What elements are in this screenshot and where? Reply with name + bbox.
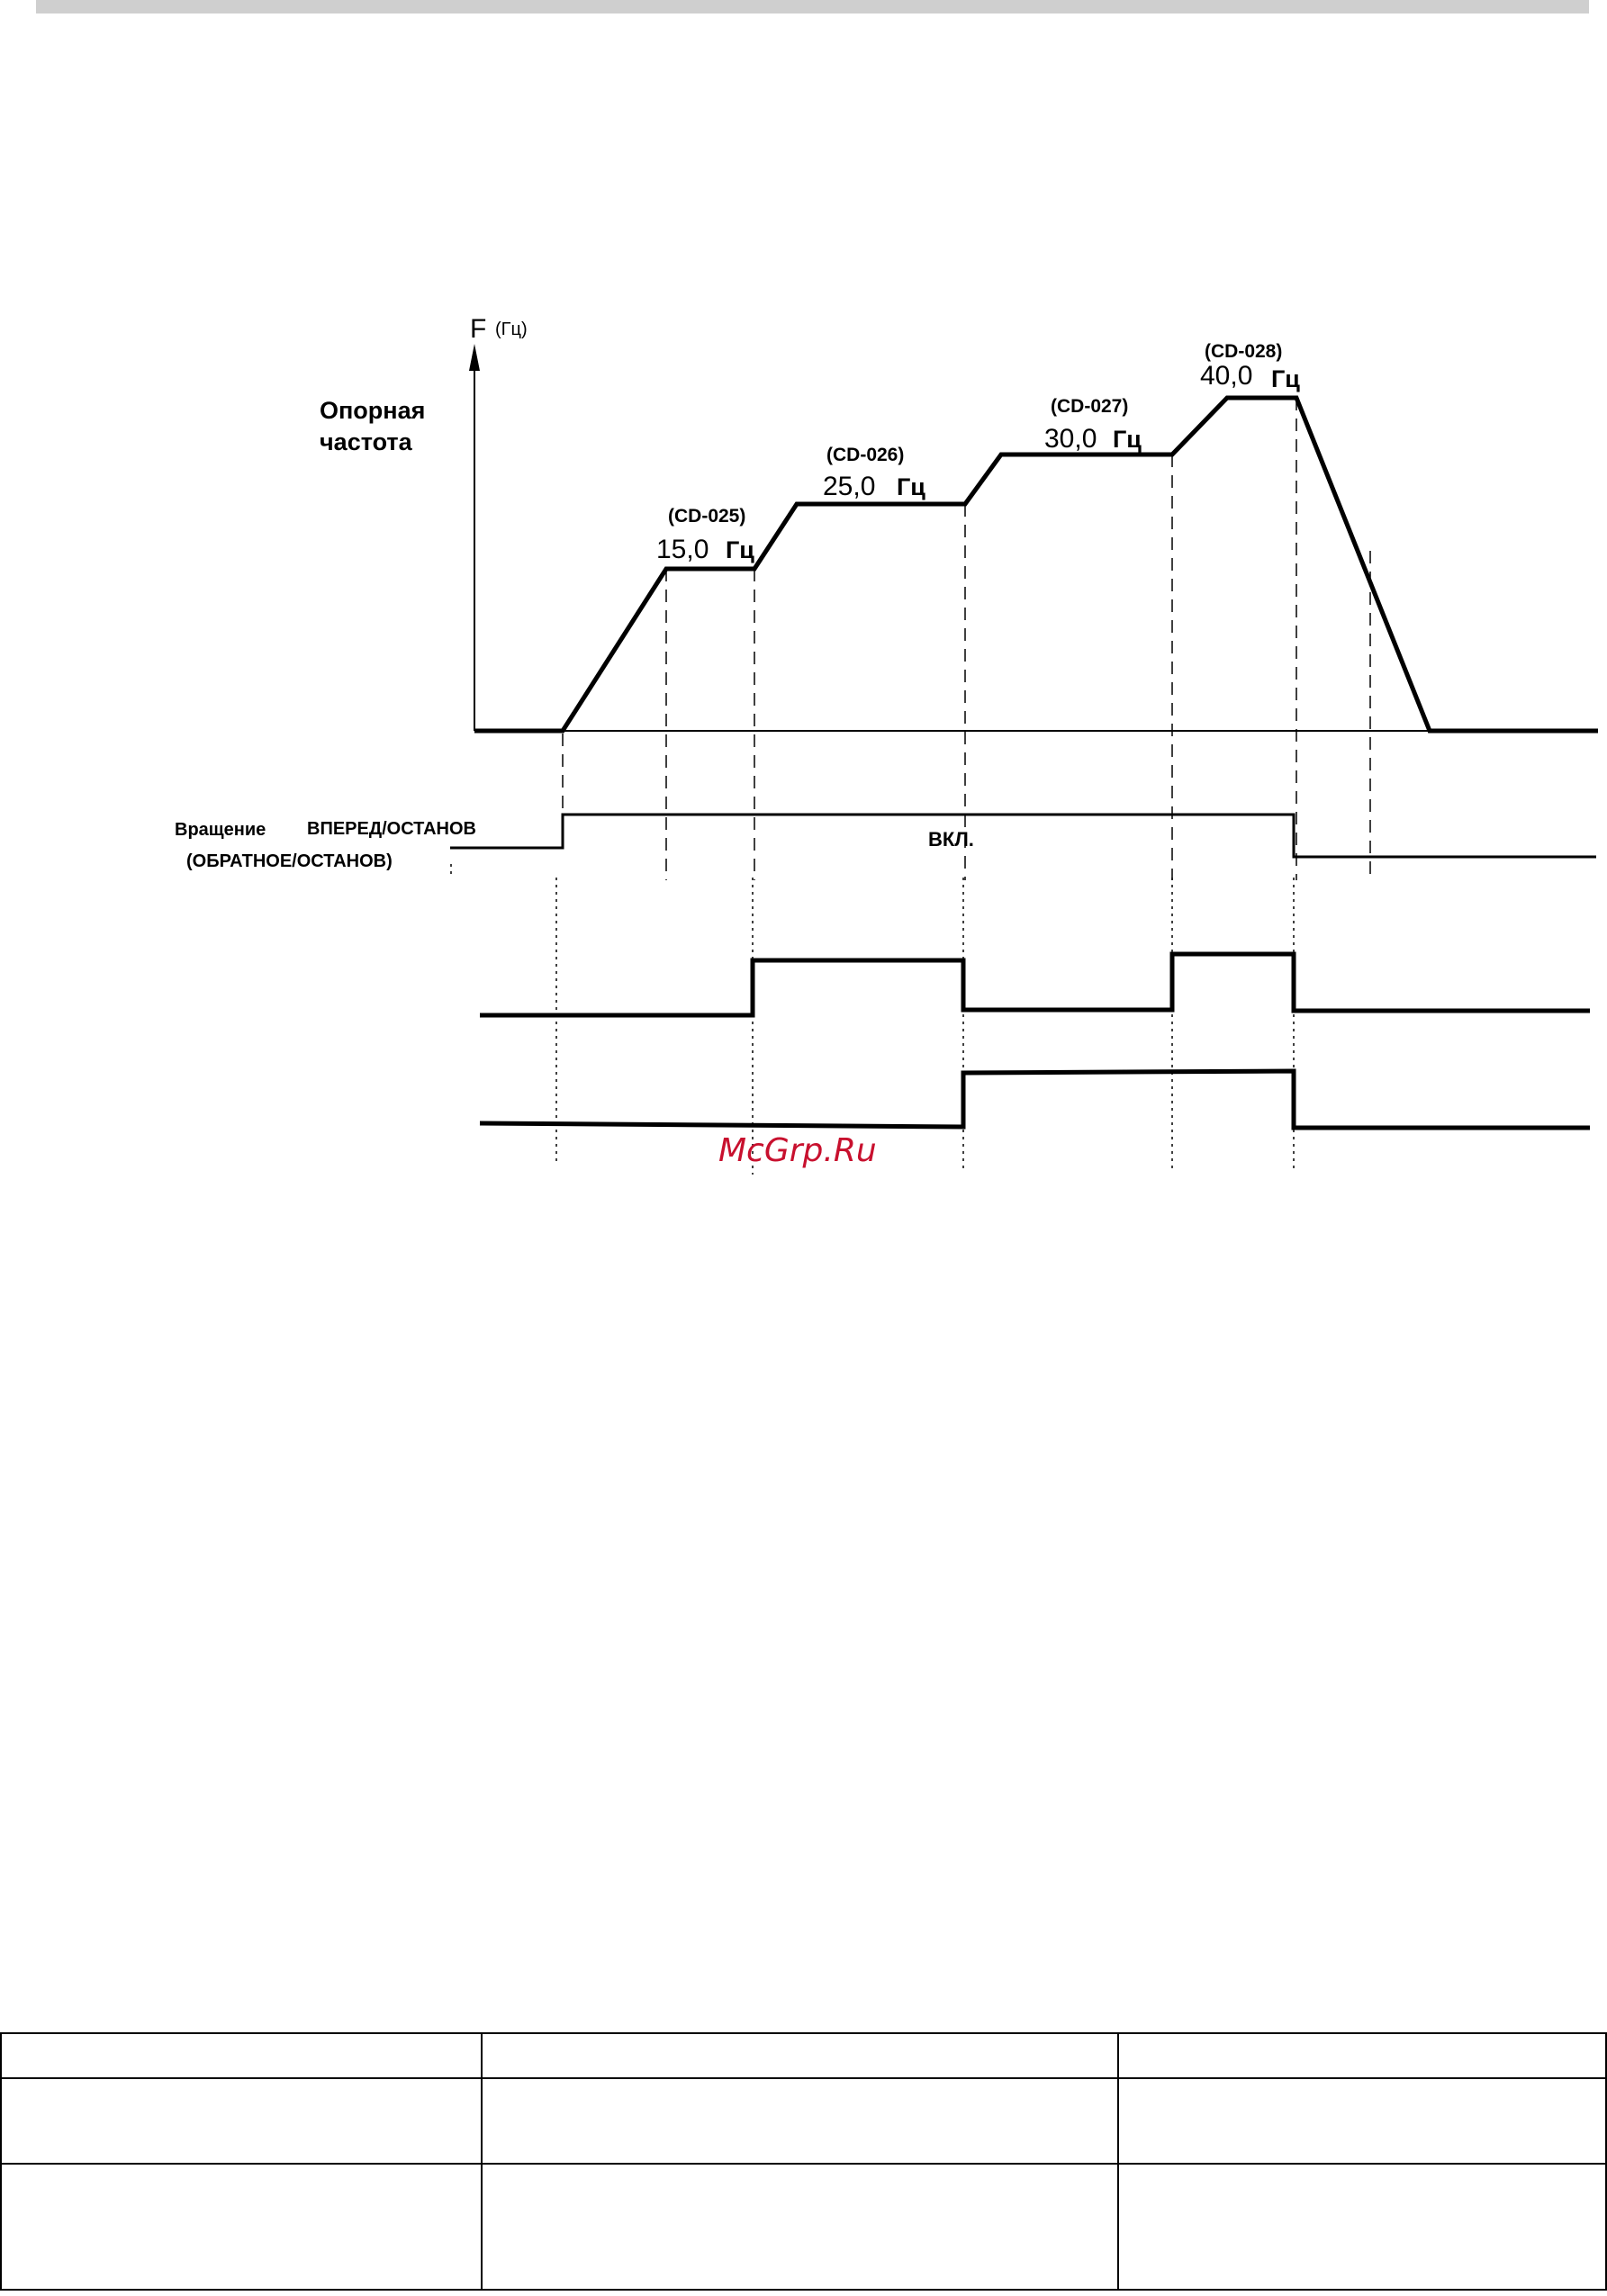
step4-unit: Гц: [1271, 365, 1300, 392]
step1-code: (CD-025): [668, 506, 746, 527]
step1-value: 15,0: [656, 535, 709, 564]
table-cell: [482, 2164, 1117, 2290]
table-row: [1, 2078, 1606, 2164]
table-cell: [1118, 2033, 1606, 2078]
step2-code: (CD-026): [826, 445, 905, 465]
step2-value: 25,0: [823, 472, 876, 501]
step1-unit: Гц: [726, 536, 754, 563]
table-row: [1, 2033, 1606, 2078]
watermark: McGrp.Ru: [718, 1132, 877, 1169]
table-cell: [482, 2078, 1117, 2164]
rotation-label-a: Вращение: [175, 820, 266, 840]
step3-code: (CD-027): [1051, 396, 1129, 417]
step4-value: 40,0: [1200, 361, 1253, 391]
frequency-trace: [474, 398, 1598, 731]
y-axis-arrow: [469, 344, 480, 371]
ref-freq-label-2: частота: [320, 428, 412, 455]
step3-value: 30,0: [1044, 424, 1097, 454]
input-signal-2: [480, 1071, 1590, 1128]
dashed-guides: [563, 398, 1370, 880]
rotation-signal: [450, 815, 1596, 857]
table-row: [1, 2164, 1606, 2290]
table-cell: [1, 2078, 482, 2164]
empty-table: [0, 2032, 1607, 2291]
table-cell: [1, 2033, 482, 2078]
ref-freq-label-1: Опорная: [320, 397, 426, 424]
table-cell: [1118, 2164, 1606, 2290]
axis-label-unit: (Гц): [495, 320, 528, 339]
table-cell: [482, 2033, 1117, 2078]
step4-code: (CD-028): [1205, 341, 1283, 362]
step2-unit: Гц: [897, 473, 925, 500]
on-label: ВКЛ.: [928, 828, 974, 851]
table-cell: [1, 2164, 482, 2290]
table-cell: [1118, 2078, 1606, 2164]
rotation-label-c: (ОБРАТНОЕ/ОСТАНОВ): [186, 851, 393, 871]
input-signal-1: [480, 954, 1590, 1015]
rotation-label-b: ВПЕРЕД/ОСТАНОВ: [307, 819, 476, 839]
axis-label-f: F: [470, 314, 487, 344]
step3-unit: Гц: [1113, 426, 1142, 453]
